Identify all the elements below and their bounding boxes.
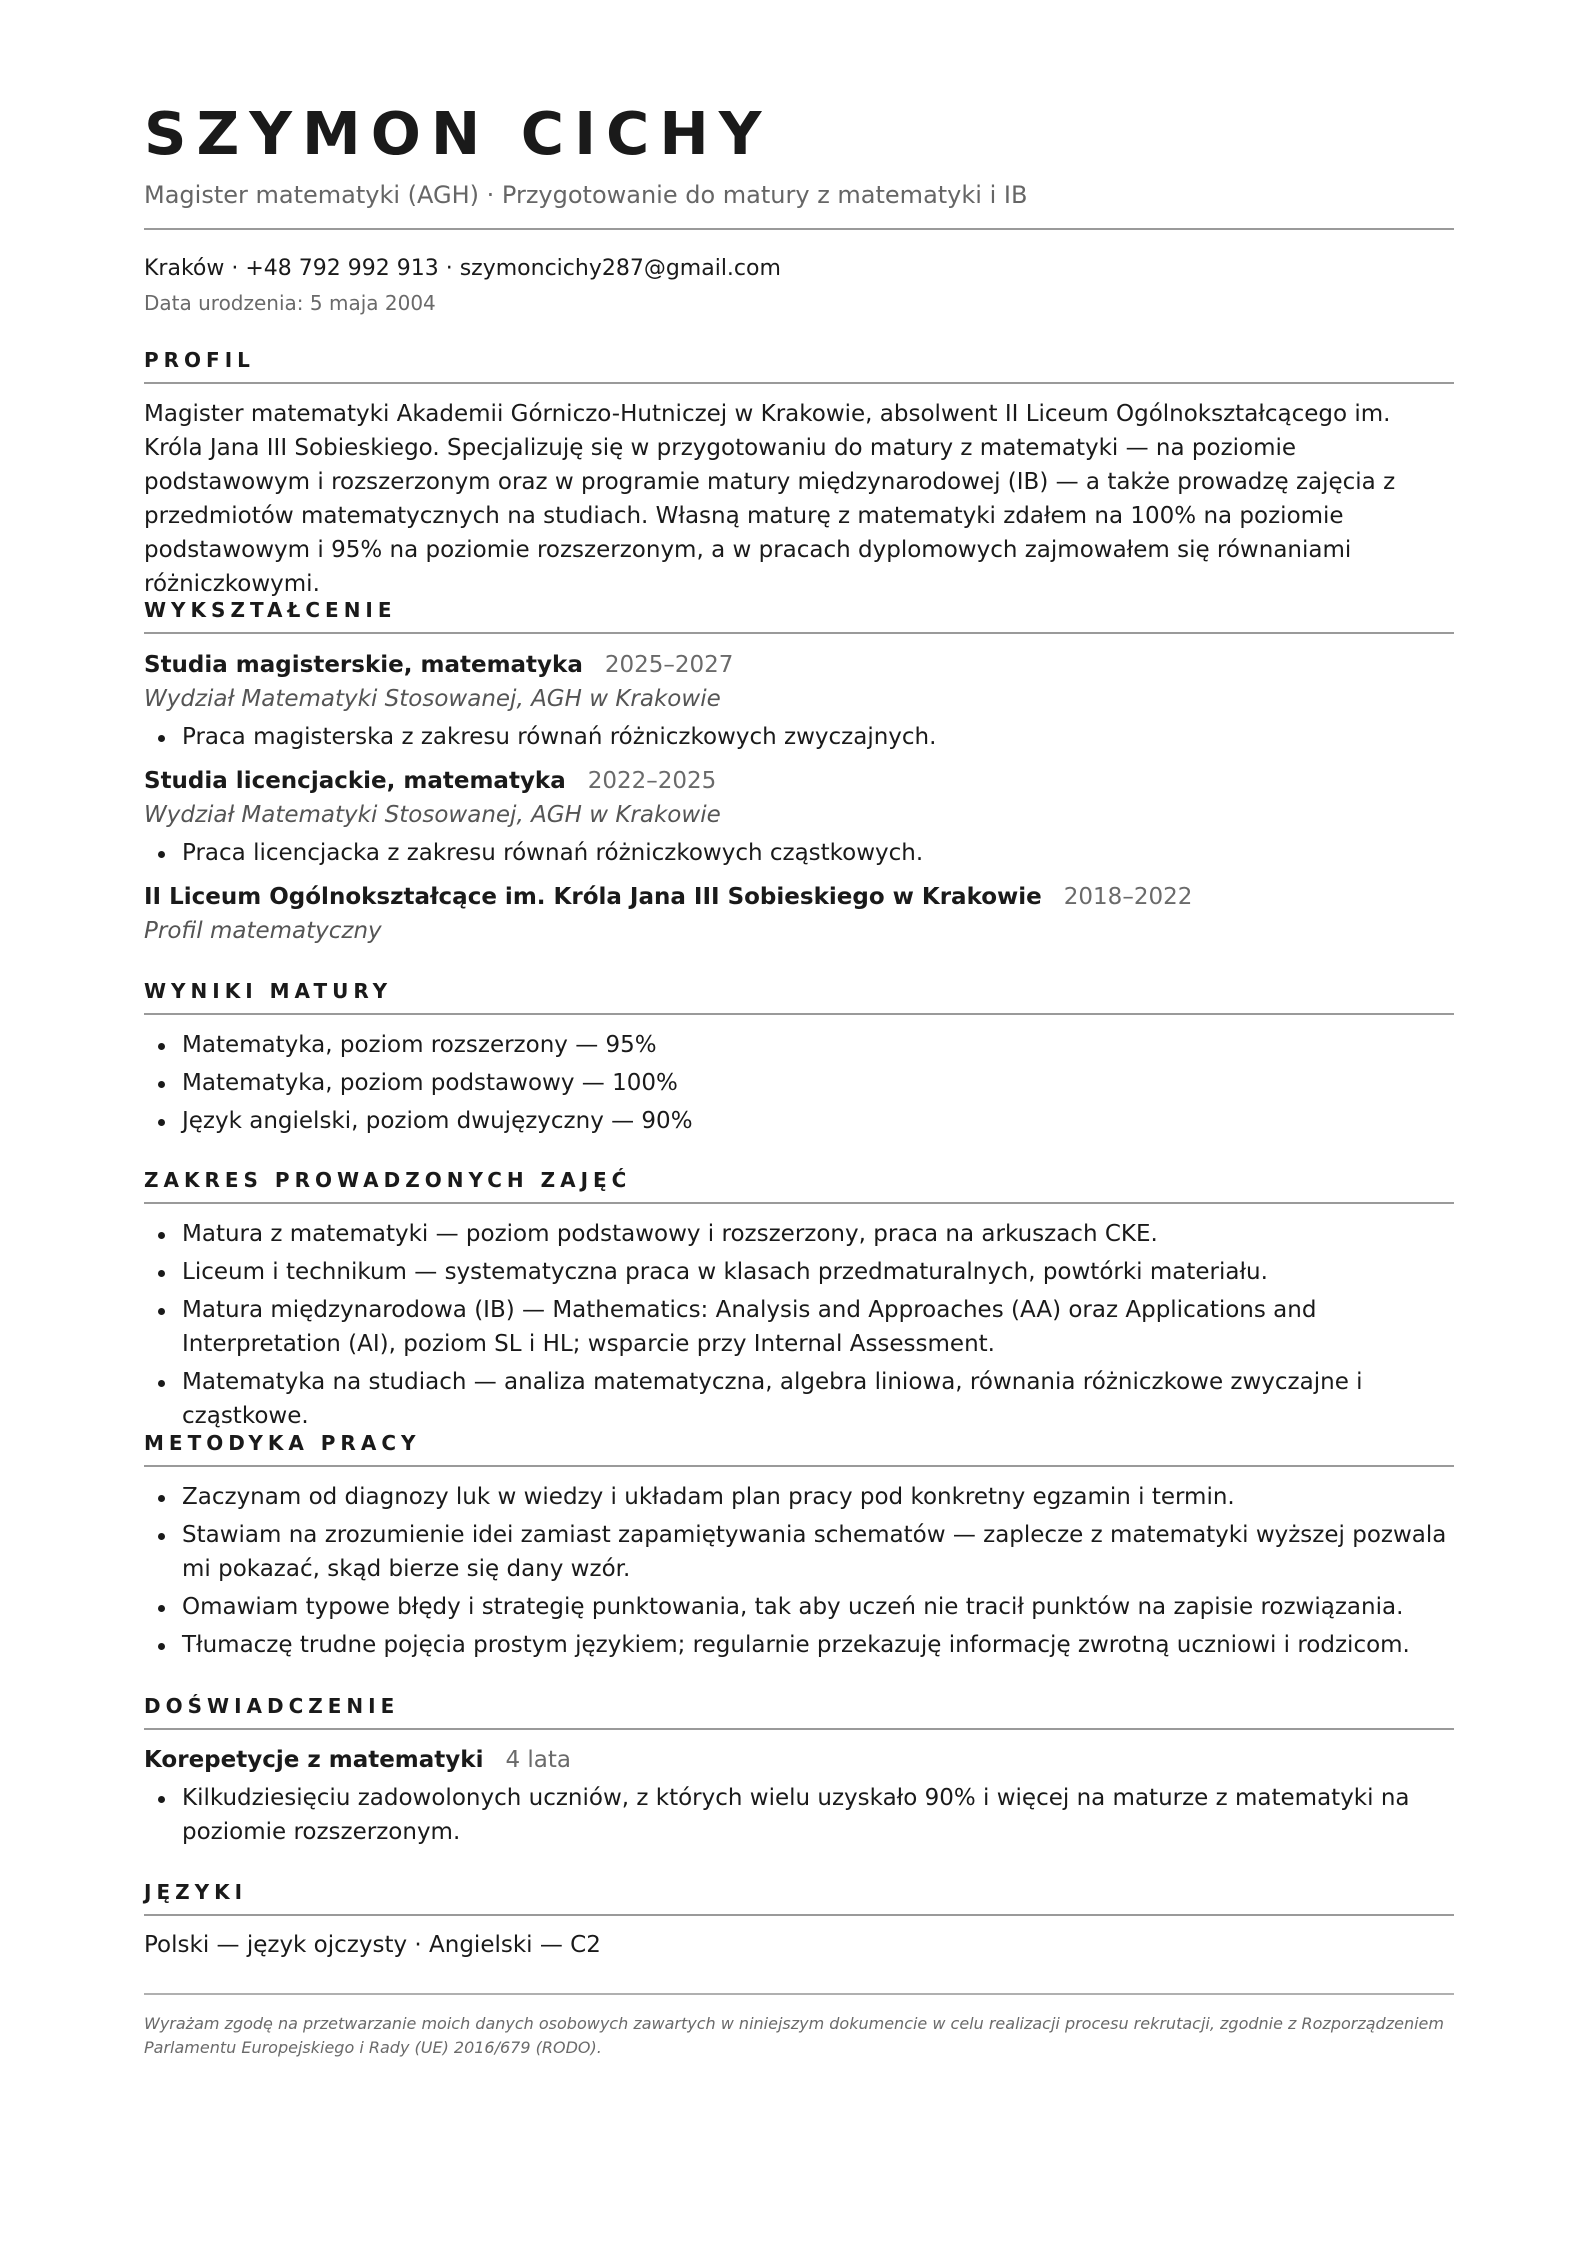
birth-date: Data urodzenia: 5 maja 2004 (144, 291, 436, 315)
experience-entry-title: Korepetycje z matematyki (144, 1747, 484, 1773)
matura-results-list (144, 1028, 1454, 1138)
education-entry-2 (144, 764, 716, 798)
section-title-experience: DOŚWIADCZENIE (144, 1694, 400, 1718)
section-title-education: WYKSZTAŁCENIE (144, 598, 397, 622)
section-divider-method (144, 1465, 1454, 1467)
education-entry-title: Studia licencjackie, matematyka (144, 768, 566, 794)
education-entry-profile: Profil matematyczny (144, 918, 382, 944)
header-divider (144, 228, 1454, 230)
section-title-matura: WYNIKI MATURY (144, 979, 393, 1003)
section-divider-education (144, 632, 1454, 634)
list-item: Matematyka na studiach — analiza matematyczna, algebra liniowa, równania różniczkowe zwyczajne i cząstkowe. (144, 1365, 1454, 1433)
list-item: Praca magisterska z zakresu równań różniczkowych zwyczajnych. (144, 720, 1454, 754)
languages-text: Polski — język ojczysty · Angielski — C2 (144, 1932, 601, 1958)
gdpr-consent: Wyrażam zgodę na przetwarzanie moich danych osobowych zawartych w niniejszym dokumencie w celu realizacji procesu rekrutacji, zgodnie z Rozporządzeniem Parlamentu Europejskiego i Rady (UE) 2016/679 (RODO). (144, 2014, 1444, 2057)
list-item: Zaczynam od diagnozy luk w wiedzy i układam plan pracy pod konkretny egzamin i termin. (144, 1480, 1454, 1514)
experience-entry-duration: 4 lata (505, 1747, 572, 1773)
list-item: Matematyka, poziom rozszerzony — 95% (144, 1028, 1454, 1062)
section-divider-profile (144, 382, 1454, 384)
candidate-name: SZYMON CICHY (144, 99, 772, 168)
experience-list (144, 1781, 1454, 1849)
education-entry-2-bullets (144, 836, 1454, 870)
profile-text: Magister matematyki Akademii Górniczo-Hutniczej w Krakowie, absolwent II Liceum Ogólnokształcącego im. Króla Jana III Sobieskiego. Specjalizuję się w przygotowaniu do matury z matematyki — na poziomie podstawowym i rozszerzonym oraz w programie matury międzynarodowej (IB) — a także prowadzę zajęcia z przedmiotów matematycznych na studiach. Własną maturę z matematyki zdałem na 100% na poziomie podstawowym i 95% na poziomie rozszerzonym, a w pracach dyplomowych zajmowałem się równaniami różniczkowymi. (144, 401, 1396, 597)
contact-line: Kraków · +48 792 992 913 · szymoncichy287@gmail.com (144, 256, 781, 281)
section-title-profile: PROFIL (144, 348, 255, 372)
list-item: Matura międzynarodowa (IB) — Mathematics: Analysis and Approaches (AA) oraz Applications and Interpretation (AI), poziom SL i HL; wsparcie przy Internal Assessment. (144, 1293, 1454, 1361)
section-divider-languages (144, 1914, 1454, 1916)
list-item: Stawiam na zrozumienie idei zamiast zapamiętywania schematów — zaplecze z matematyki wyższej pozwala mi pokazać, skąd bierze się dany wzór. (144, 1518, 1454, 1586)
education-entry-title: Studia magisterskie, matematyka (144, 652, 583, 678)
list-item: Matura z matematyki — poziom podstawowy i rozszerzony, praca na arkuszach CKE. (144, 1217, 1454, 1251)
education-entry-3 (144, 880, 1192, 914)
list-item: Praca licencjacka z zakresu równań różniczkowych cząstkowych. (144, 836, 1454, 870)
list-item: Matematyka, poziom podstawowy — 100% (144, 1066, 1454, 1100)
education-entry-1 (144, 648, 733, 682)
education-entry-title: II Liceum Ogólnokształcące im. Króla Jana III Sobieskiego w Krakowie (144, 884, 1042, 910)
section-divider-experience (144, 1728, 1454, 1730)
list-item: Liceum i technikum — systematyczna praca w klasach przedmaturalnych, powtórki materiału. (144, 1255, 1454, 1289)
footer-divider (144, 1993, 1454, 1995)
candidate-subtitle: Magister matematyki (AGH) · Przygotowanie do matury z matematyki i IB (144, 181, 1028, 209)
education-entry-institution: Wydział Matematyki Stosowanej, AGH w Krakowie (144, 686, 721, 712)
education-entry-years: 2025–2027 (604, 652, 734, 678)
education-entry-years: 2018–2022 (1063, 884, 1193, 910)
scope-list (144, 1217, 1454, 1433)
section-title-method: METODYKA PRACY (144, 1431, 421, 1455)
method-list (144, 1480, 1454, 1662)
education-entry-institution: Wydział Matematyki Stosowanej, AGH w Krakowie (144, 802, 721, 828)
list-item: Język angielski, poziom dwujęzyczny — 90% (144, 1104, 1454, 1138)
section-divider-matura (144, 1013, 1454, 1015)
education-entry-1-bullets (144, 720, 1454, 754)
list-item: Omawiam typowe błędy i strategię punktowania, tak aby uczeń nie tracił punktów na zapisie rozwiązania. (144, 1590, 1454, 1624)
education-entry-years: 2022–2025 (587, 768, 717, 794)
section-title-scope: ZAKRES PROWADZONYCH ZAJĘĆ (144, 1168, 632, 1192)
section-title-languages: JĘZYKI (144, 1880, 248, 1904)
list-item: Kilkudziesięciu zadowolonych uczniów, z których wielu uzyskało 90% i więcej na maturze z matematyki na poziomie rozszerzonym. (144, 1781, 1454, 1849)
list-item: Tłumaczę trudne pojęcia prostym językiem; regularnie przekazuję informację zwrotną uczniowi i rodzicom. (144, 1628, 1454, 1662)
experience-entry (144, 1743, 571, 1777)
section-divider-scope (144, 1202, 1454, 1204)
